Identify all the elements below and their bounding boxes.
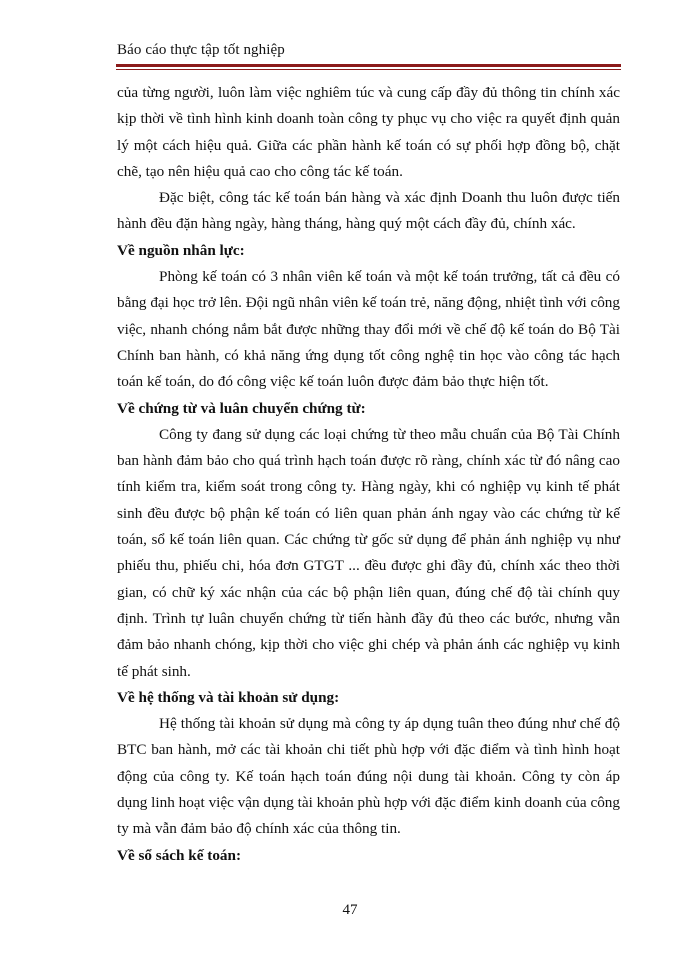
heading-accounting-books: Về sổ sách kế toán: (117, 846, 242, 864)
heading-vouchers: Về chứng từ và luân chuyển chứng từ: (117, 399, 366, 417)
header-rule-thick (116, 64, 621, 67)
paragraph-human-resources: Phòng kế toán có 3 nhân viên kế toán và một kế toán trưởng, tất cả đều có bằng đại học trở lên. Đội ngũ nhân viên kế toán trẻ, năng động, nhiệt tình với công việc, nhanh chóng nắm bắt được những thay đổi mới về chế độ kế toán do Bộ Tài Chính ban hành, có khả năng ứng dụng tốt công nghệ tin học vào công tác hạch toán kế toán, do đó công việc kế toán luôn được đảm bảo thực hiện tốt. (117, 268, 620, 391)
header-rule-thin (116, 69, 621, 70)
page-number: 47 (342, 902, 358, 918)
paragraph-account-system: Hệ thống tài khoản sử dụng mà công ty áp dụng tuân theo đúng như chế độ BTC ban hành, mở các tài khoản chi tiết phù hợp với đặc điểm và tình hình hoạt động của công ty. Kế toán hạch toán đúng nội dung tài khoản. Công ty còn áp dụng linh hoạt việc vận dụng tài khoản phù hợp với đặc điểm kinh doanh của công ty mà vẫn đảm bảo độ chính xác của thông tin. (117, 715, 620, 838)
page-header-title: Báo cáo thực tập tốt nghiệp (117, 42, 285, 58)
document-body (117, 80, 620, 869)
paragraph-sales-accounting: Đặc biệt, công tác kế toán bán hàng và xác định Doanh thu luôn được tiến hành đều đặn hàng ngày, hàng tháng, hàng quý một cách đầy đủ, chính xác. (117, 189, 620, 233)
paragraph-vouchers: Công ty đang sử dụng các loại chứng từ theo mẫu chuẩn của Bộ Tài Chính ban hành đảm bảo cho quá trình hạch toán được rõ ràng, chính xác từ đó nâng cao tính kiểm tra, kiểm soát trong công ty. Hàng ngày, khi có nghiệp vụ kinh tế phát sinh đều được bộ phận kế toán có liên quan phản ánh ngay vào các chứng từ kế toán, sổ kế toán liên quan. Các chứng từ gốc sử dụng để phản ánh nghiệp vụ như phiếu thu, phiếu chi, hóa đơn GTGT ... đều được ghi đầy đủ, chính xác theo thời gian, có chữ ký xác nhận của các bộ phận liên quan, đúng chế độ tài chính quy định. Trình tự luân chuyển chứng từ tiến hành đầy đủ theo các bước, nhưng vẫn đảm bảo nhanh chóng, kịp thời cho việc ghi chép và phản ánh các nghiệp vụ kinh tế phát sinh. (117, 425, 620, 680)
paragraph-continuation: của từng người, luôn làm việc nghiêm túc và cung cấp đầy đủ thông tin chính xác kịp thời về tình hình kinh doanh toàn công ty phục vụ cho việc ra quyết định quản lý một cách hiệu quả. Giữa các phần hành kế toán có sự phối hợp đồng bộ, chặt chẽ, tạo nên hiệu quả cao cho công tác kế toán. (117, 84, 620, 180)
heading-human-resources: Về nguồn nhân lực: (117, 241, 245, 259)
heading-account-system: Về hệ thống và tài khoản sử dụng: (117, 688, 340, 706)
